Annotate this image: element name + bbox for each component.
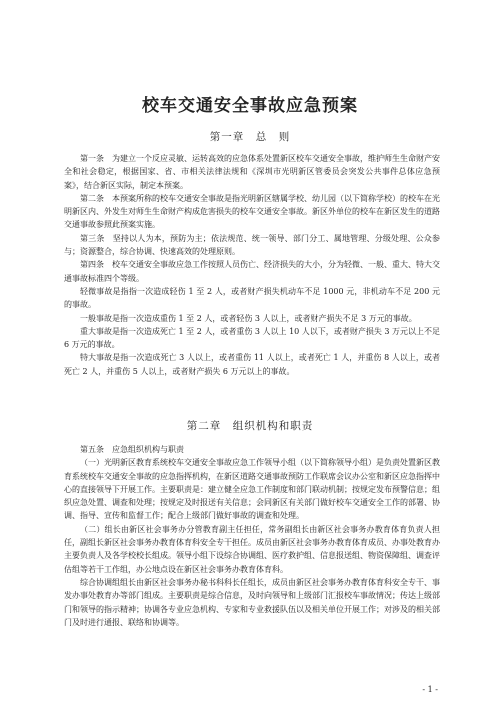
paragraph: （二）组长由新区社会事务办分管教育副主任担任，常务副组长由新区社会事务办教育体育负责人担任，副组长新区社会事务办教育体育科安全专干担任。成员由新区社会事务办教育体育成员、办事处教育办主要负责人及各学校校长组成。领导小组下设综合协调组、医疗救护组、信息报送组、物资保障组、调查评估组等若干工作组，办公地点设在新区社会事务办教育体育科。 bbox=[64, 524, 440, 574]
paragraph: （一）光明新区教育系统校车交通安全事故应急工作领导小组（以下简称领导小组）是负责处置新区教育系统校车交通安全事故的应急指挥机构，在新区道路交通事故预防工作联席会议办公室和新区应急指挥中心的直接领导下开展工作。主要职责是：建立健全应急工作制度和部门联动机制；按规定发布预警信息；组织应急处置、调查和处理；按规定及时报送有关信息；会同新区有关部门做好校车交通安全工作的部署、协调、指导、宣传和监督工作；配合上级部门做好事故的调查和处理。 bbox=[64, 458, 440, 521]
chapter-2-body bbox=[64, 443, 440, 629]
paragraph: 第四条 校车交通安全事故应急工作按照人员伤亡、经济损失的大小，分为轻微、一般、重大、特大交通事故标准四个等级。 bbox=[64, 260, 440, 283]
paragraph: 一般事故是指一次造成重伤 1 至 2 人，或者轻伤 3 人以上，或者财产损失不足 3 万元的事故。 bbox=[80, 313, 417, 323]
document-title: 校车交通安全事故应急预案 bbox=[142, 96, 358, 116]
paragraph: 第一条 为建立一个反应灵敏、运转高效的应急体系处置新区校车交通安全事故，维护师生生命财产安全和社会稳定，根据国家、省、市相关法律法规和《深圳市光明新区管委员会突发公共事件总体应急预案》，结合新区实际，制定本预案。 bbox=[64, 154, 440, 190]
chapter-1-body bbox=[64, 152, 440, 378]
paragraph: 特大事故是指一次造成死亡 3 人以上，或者重伤 11 人以上，或者死亡 1 人，并重伤 8 人以上，或者死亡 2 人，并重伤 5 人以上，或者财产损失 6 万元以上的事故。 bbox=[64, 353, 440, 376]
paragraph: 轻微事故是指指一次造成轻伤 1 至 2 人，或者财产损失机动车不足 1000 元，非机动车不足 200 元的事故。 bbox=[64, 286, 440, 310]
paragraph: 重大事故是指一次造成死亡 1 至 2 人，或者重伤 3 人以上 10 人以下，或者财产损失 3 万元以上不足 6 万元的事故。 bbox=[64, 326, 440, 350]
chapter-1-heading: 第一章 总 则 bbox=[209, 131, 291, 143]
paragraph: 综合协调组组长由新区社会事务办秘书科科长任组长，成员由新区社会事务办教育体育科安全专干、事发办事处教育办等部门组成。主要职责是综合信息，及时向领导和上级部门汇报校车事故情况；传达上级部门和领导的指示精神；协调各专业应急机构、专家和专业救援队伍以及相关单位开展工作；对涉及的相关部门及时进行通报、联络和协调等。 bbox=[64, 577, 440, 627]
paragraph: 第三条 坚持以人为本，预防为主；依法规范、统一领导、部门分工、属地管理、分级处理、公众参与；资源整合，综合协调、快速高效的处理原则。 bbox=[64, 233, 440, 257]
chapter-2-heading: 第二章 组织机构和职责 bbox=[186, 420, 314, 432]
paragraph: 第二条 本预案所称的校车交通安全事故是指光明新区辖属学校、幼儿园（以下简称学校）的校车在光明新区内、外发生对师生生命财产构成危害损失的校车交通安全事故。新区外单位的校车在新区发生的道路交通事故参照此预案实施。 bbox=[64, 193, 440, 230]
paragraph: 第五条 应急组织机构与职责 bbox=[80, 445, 184, 454]
page-number: - 1 - bbox=[422, 685, 438, 694]
